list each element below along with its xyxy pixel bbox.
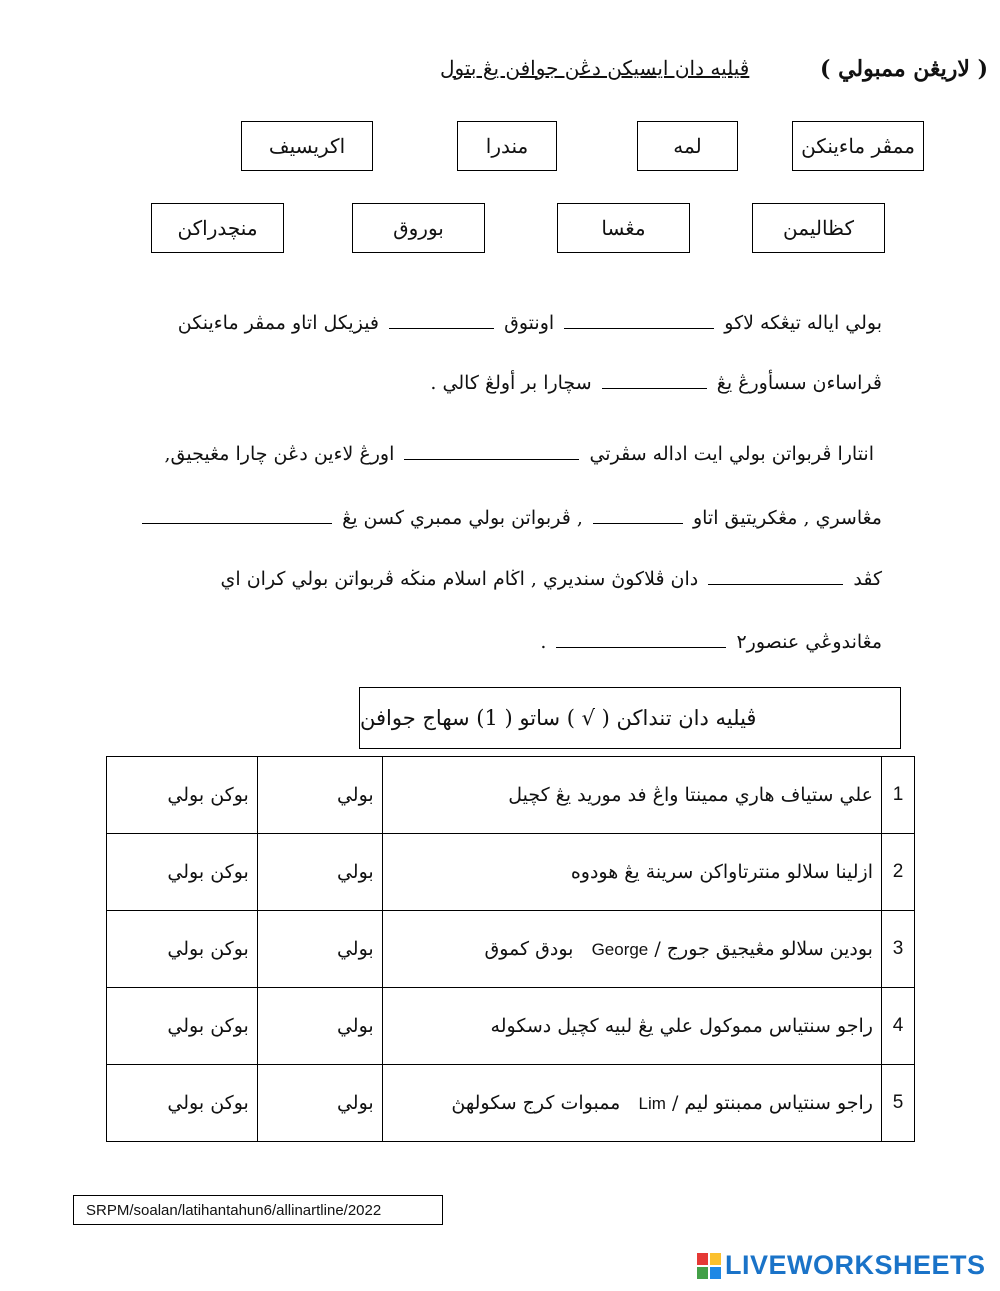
source-code-label: SRPM/soalan/latihantahun6/allinartline/2022 — [73, 1195, 443, 1225]
passage-line: بولي اياله تيڠكه لاكو اونتوق فيزيكل اتاو ممڤر ماءينكن — [177, 312, 882, 334]
word-label: مڠسا — [601, 216, 646, 240]
blank-7[interactable] — [708, 570, 843, 585]
brand-text: LIVEWORKSHEETS — [725, 1250, 986, 1280]
table-row — [107, 911, 915, 988]
option-bully[interactable]: بولي — [257, 834, 382, 911]
blank-1[interactable] — [564, 314, 714, 329]
worksheet-title: ( لاريڠن ممبولي ) — [820, 56, 988, 82]
option-bully[interactable]: بولي — [257, 988, 382, 1065]
instruction-box: ڤيليه دان تنداكن ( √ ) ساتو ( 1) سهاج جوافن — [359, 687, 901, 749]
table-row — [107, 757, 915, 834]
blank-2[interactable] — [389, 314, 494, 329]
word-box[interactable] — [352, 203, 485, 253]
word-label: اكريسيف — [268, 134, 346, 158]
question-text: راجو سنتياس مموكول علي يڠ لبيه كچيل دسكوله — [382, 988, 881, 1065]
question-number: 1 — [881, 757, 914, 834]
liveworksheets-logo — [697, 1250, 986, 1281]
question-number: 5 — [881, 1065, 914, 1142]
passage-line: مڠاسري , مڠكريتيق اتاو , ڤربواتن بولي ممبري كسن يڠ — [138, 507, 882, 529]
logo-icon — [697, 1253, 721, 1279]
word-label: منچدراكن — [177, 216, 258, 240]
question-table — [106, 756, 915, 1142]
word-box[interactable] — [792, 121, 924, 171]
word-box[interactable] — [557, 203, 690, 253]
question-number: 3 — [881, 911, 914, 988]
table-row — [107, 834, 915, 911]
word-box[interactable] — [457, 121, 557, 171]
word-label: بوروق — [393, 216, 444, 240]
word-box[interactable] — [752, 203, 885, 253]
table-row — [107, 1065, 915, 1142]
passage-line: ڤراساءن سسأورڠ يڠ سچارا بر أولڠ كالي . — [430, 372, 882, 394]
blank-5[interactable] — [593, 509, 683, 524]
question-text: ازلينا سلالو منترتاواكن سرينة يڠ هودوه — [382, 834, 881, 911]
option-bully[interactable]: بولي — [257, 757, 382, 834]
question-text: علي ستياف هاري ممينتا واڠ فد موريد يڠ كچيل — [382, 757, 881, 834]
option-bully[interactable]: بولي — [257, 911, 382, 988]
passage-line: كڤد دان ڤلاكوڽ سنديري , اڬام اسلام منڬه ڤربواتن بولي كران اي — [220, 568, 882, 590]
question-number: 4 — [881, 988, 914, 1065]
word-label: لمه — [673, 134, 702, 158]
table-row — [107, 988, 915, 1065]
option-not-bully[interactable]: بوكن بولي — [107, 988, 258, 1065]
passage-line: انتارا ڤربواتن بولي ايت اداله سڤرتي اورڠ لاءين دڠن چارا مڠيجيق, — [164, 443, 874, 465]
option-not-bully[interactable]: بوكن بولي — [107, 911, 258, 988]
option-not-bully[interactable]: بوكن بولي — [107, 1065, 258, 1142]
word-box[interactable] — [241, 121, 373, 171]
passage-line: مڠاندوڠي عنصور٢ . — [540, 631, 882, 653]
blank-4[interactable] — [404, 445, 579, 460]
blank-8[interactable] — [556, 633, 726, 648]
option-bully[interactable]: بولي — [257, 1065, 382, 1142]
option-not-bully[interactable]: بوكن بولي — [107, 757, 258, 834]
question-text: راجو سنتياس ممبنتو ليم / Lim ممبوات كرج سكولهڽ — [382, 1065, 881, 1142]
blank-3[interactable] — [602, 374, 707, 389]
word-box[interactable] — [637, 121, 738, 171]
question-text: بودين سلالو مڠيجيق جورج / George بودق كموق — [382, 911, 881, 988]
word-box[interactable] — [151, 203, 284, 253]
instruction-text: ڤيليه دان ايسيكن دڠن جوافن يڠ بتول — [440, 56, 750, 80]
question-number: 2 — [881, 834, 914, 911]
word-label: كظاليمن — [783, 216, 854, 240]
blank-6[interactable] — [142, 509, 332, 524]
word-label: مندرا — [485, 134, 529, 158]
option-not-bully[interactable]: بوكن بولي — [107, 834, 258, 911]
word-label: ممڤر ماءينكن — [801, 134, 915, 158]
